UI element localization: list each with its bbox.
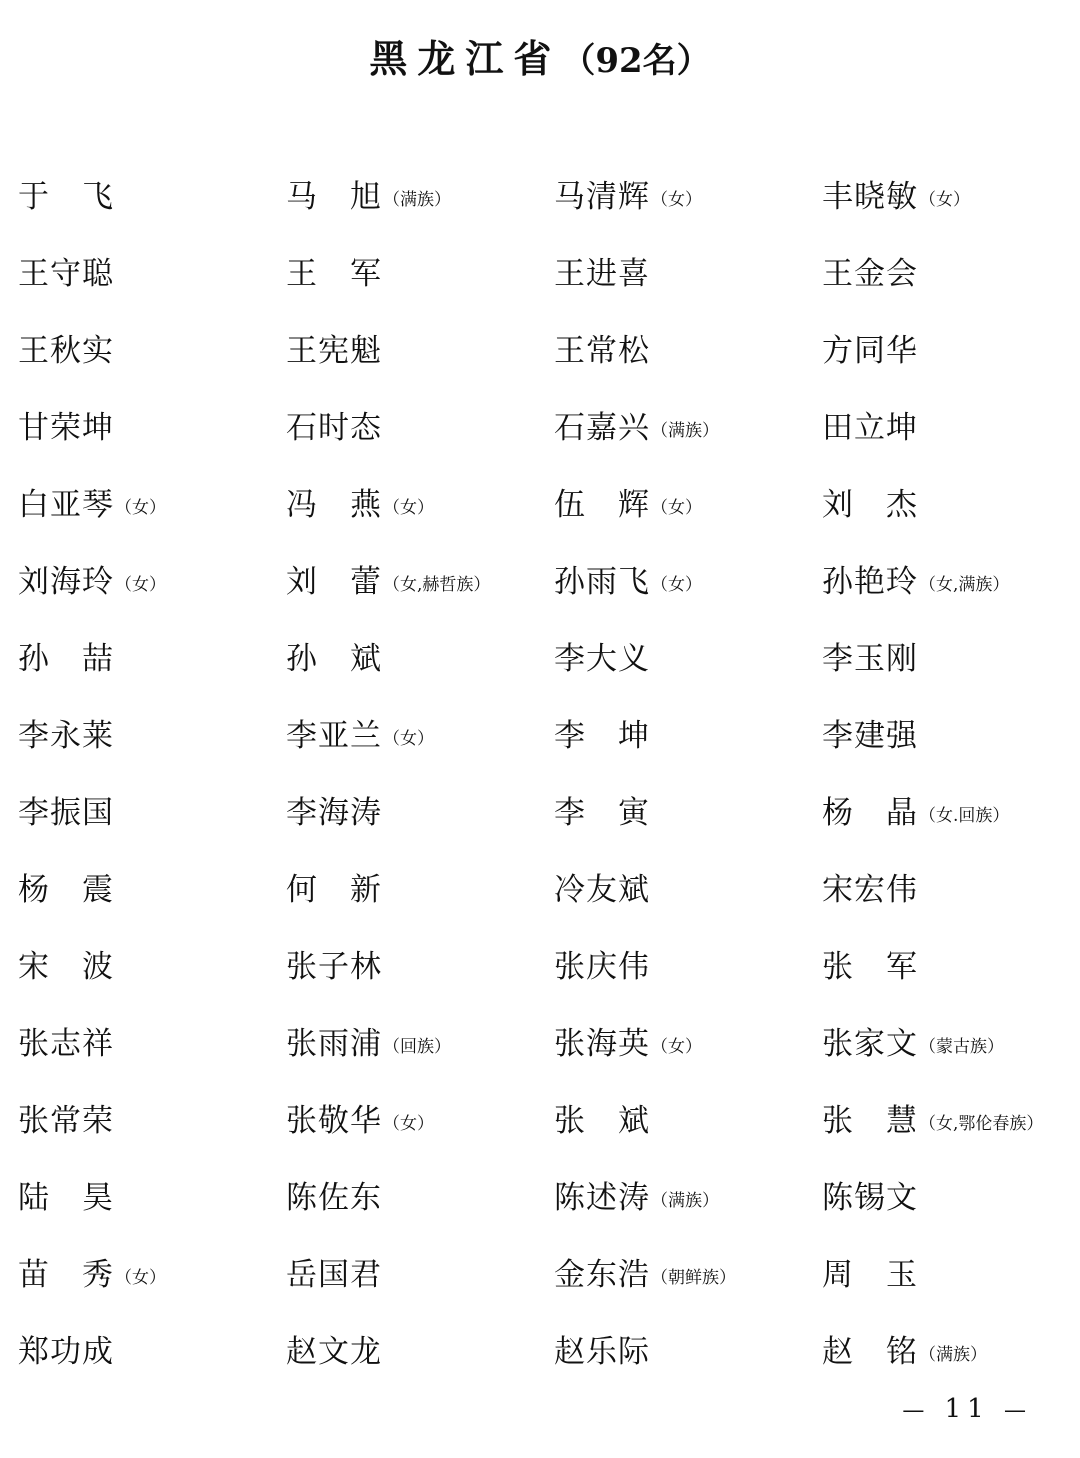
- delegate-name: 白亚琴: [18, 487, 114, 523]
- page-title-count: （92名）: [561, 41, 711, 81]
- name-cell: [544, 925, 812, 1002]
- delegate-name: 方同华: [822, 333, 918, 369]
- delegate-note: （女,赫哲族）: [383, 575, 491, 595]
- delegate-name: 王秋实: [18, 333, 114, 369]
- delegate-name: 田立坤: [822, 410, 918, 446]
- name-cell: [8, 386, 276, 463]
- name-cell: [544, 1079, 812, 1156]
- name-cell: [8, 771, 276, 848]
- name-cell: [8, 309, 276, 386]
- name-cell: [812, 771, 1080, 848]
- name-cell: [276, 848, 544, 925]
- page-footer: [902, 1394, 1032, 1424]
- delegate-name: 张庆伟: [554, 949, 650, 985]
- delegate-name: 李大义: [554, 641, 650, 677]
- delegate-note: （女）: [115, 1268, 166, 1288]
- name-cell: [544, 694, 812, 771]
- delegate-name: 李振国: [18, 795, 114, 831]
- delegate-note: （朝鲜族）: [651, 1268, 736, 1288]
- name-cell: [812, 1233, 1080, 1310]
- delegate-note: （女）: [651, 1037, 702, 1057]
- delegate-name: 张家文: [822, 1026, 918, 1062]
- delegate-note: （女）: [383, 729, 434, 749]
- name-cell: [8, 1002, 276, 1079]
- name-list-grid: [0, 155, 1080, 1387]
- delegate-note: （女）: [651, 190, 702, 210]
- name-cell: [276, 1002, 544, 1079]
- name-cell: [812, 463, 1080, 540]
- delegate-name: 孙雨飞: [554, 564, 650, 600]
- delegate-name: 杨 晶: [822, 795, 918, 831]
- delegate-name: 宋宏伟: [822, 872, 918, 908]
- delegate-name: 陆 昊: [18, 1180, 114, 1216]
- delegate-name: 杨 震: [18, 872, 114, 908]
- name-cell: [544, 1156, 812, 1233]
- delegate-name: 于 飞: [18, 179, 114, 215]
- delegate-name: 王进喜: [554, 256, 650, 292]
- name-cell: [812, 617, 1080, 694]
- delegate-name: 冯 燕: [286, 487, 382, 523]
- name-cell: [544, 155, 812, 232]
- name-cell: [8, 1233, 276, 1310]
- delegate-name: 刘 蕾: [286, 564, 382, 600]
- name-cell: [544, 848, 812, 925]
- name-cell: [276, 771, 544, 848]
- name-cell: [812, 309, 1080, 386]
- delegate-name: 苗 秀: [18, 1257, 114, 1293]
- delegate-note: （女）: [919, 190, 970, 210]
- name-cell: [544, 309, 812, 386]
- name-cell: [812, 848, 1080, 925]
- name-cell: [544, 1310, 812, 1387]
- name-cell: [276, 694, 544, 771]
- name-cell: [544, 232, 812, 309]
- name-cell: [812, 694, 1080, 771]
- delegate-note: （女）: [383, 498, 434, 518]
- delegate-name: 马 旭: [286, 179, 382, 215]
- name-cell: [544, 1233, 812, 1310]
- delegate-name: 石时态: [286, 410, 382, 446]
- delegate-name: 李海涛: [286, 795, 382, 831]
- delegate-name: 张 斌: [554, 1103, 650, 1139]
- name-cell: [276, 1079, 544, 1156]
- delegate-name: 郑功成: [18, 1334, 114, 1370]
- name-cell: [544, 540, 812, 617]
- delegate-name: 张 军: [822, 949, 918, 985]
- delegate-name: 王宪魁: [286, 333, 382, 369]
- page-title: [0, 0, 1080, 93]
- delegate-name: 王守聪: [18, 256, 114, 292]
- delegate-name: 金东浩: [554, 1257, 650, 1293]
- delegate-note: （满族）: [651, 421, 719, 441]
- delegate-name: 孙 喆: [18, 641, 114, 677]
- delegate-note: （女）: [115, 575, 166, 595]
- delegate-name: 王 军: [286, 256, 382, 292]
- name-cell: [544, 1002, 812, 1079]
- delegate-name: 张雨浦: [286, 1026, 382, 1062]
- name-cell: [812, 1079, 1080, 1156]
- name-cell: [544, 771, 812, 848]
- delegate-name: 李亚兰: [286, 718, 382, 754]
- delegate-note: （满族）: [651, 1191, 719, 1211]
- name-cell: [8, 617, 276, 694]
- delegate-name: 张海英: [554, 1026, 650, 1062]
- name-cell: [812, 232, 1080, 309]
- name-cell: [276, 1156, 544, 1233]
- delegate-name: 赵乐际: [554, 1334, 650, 1370]
- delegate-name: 张常荣: [18, 1103, 114, 1139]
- delegate-note: （女）: [115, 498, 166, 518]
- delegate-name: 李玉刚: [822, 641, 918, 677]
- name-cell: [8, 540, 276, 617]
- delegate-name: 赵 铭: [822, 1334, 918, 1370]
- name-cell: [8, 232, 276, 309]
- name-cell: [8, 925, 276, 1002]
- footer-page-number: 11: [944, 1394, 990, 1424]
- name-cell: [8, 694, 276, 771]
- delegate-name: 孙 斌: [286, 641, 382, 677]
- name-cell: [8, 1156, 276, 1233]
- name-cell: [812, 155, 1080, 232]
- page-title-province: 黑龙江省: [369, 36, 562, 81]
- delegate-name: 石嘉兴: [554, 410, 650, 446]
- name-cell: [812, 540, 1080, 617]
- delegate-note: （女）: [651, 575, 702, 595]
- footer-dash-left: —: [902, 1398, 931, 1423]
- delegate-name: 刘 杰: [822, 487, 918, 523]
- delegate-name: 丰晓敏: [822, 179, 918, 215]
- name-cell: [276, 617, 544, 694]
- delegate-note: （女）: [383, 1114, 434, 1134]
- delegate-name: 孙艳玲: [822, 564, 918, 600]
- delegate-name: 陈述涛: [554, 1180, 650, 1216]
- delegate-note: （女,满族）: [919, 575, 1010, 595]
- delegate-name: 岳国君: [286, 1257, 382, 1293]
- delegate-name: 李 寅: [554, 795, 650, 831]
- name-cell: [276, 386, 544, 463]
- name-cell: [544, 386, 812, 463]
- delegate-note: （女）: [651, 498, 702, 518]
- delegate-name: 甘荣坤: [18, 410, 114, 446]
- delegate-name: 张子林: [286, 949, 382, 985]
- delegate-name: 王金会: [822, 256, 918, 292]
- name-cell: [276, 1310, 544, 1387]
- delegate-name: 李永莱: [18, 718, 114, 754]
- delegate-name: 张志祥: [18, 1026, 114, 1062]
- delegate-name: 宋 波: [18, 949, 114, 985]
- delegate-name: 何 新: [286, 872, 382, 908]
- name-cell: [812, 1002, 1080, 1079]
- delegate-name: 陈锡文: [822, 1180, 918, 1216]
- name-cell: [8, 155, 276, 232]
- delegate-name: 周 玉: [822, 1257, 918, 1293]
- delegate-note: （满族）: [383, 190, 451, 210]
- name-cell: [8, 848, 276, 925]
- delegate-note: （满族）: [919, 1345, 987, 1365]
- delegate-note: （蒙古族）: [919, 1037, 1004, 1057]
- delegate-note: （女.回族）: [919, 806, 1010, 826]
- name-cell: [276, 925, 544, 1002]
- delegate-name: 赵文龙: [286, 1334, 382, 1370]
- name-cell: [812, 925, 1080, 1002]
- name-cell: [276, 155, 544, 232]
- delegate-name: 刘海玲: [18, 564, 114, 600]
- name-cell: [276, 309, 544, 386]
- name-cell: [8, 1079, 276, 1156]
- delegate-name: 张 慧: [822, 1103, 918, 1139]
- name-cell: [812, 1310, 1080, 1387]
- name-cell: [276, 232, 544, 309]
- delegate-name: 张敬华: [286, 1103, 382, 1139]
- name-cell: [8, 463, 276, 540]
- delegate-name: 冷友斌: [554, 872, 650, 908]
- delegate-name: 马清辉: [554, 179, 650, 215]
- delegate-note: （回族）: [383, 1037, 451, 1057]
- delegate-name: 李 坤: [554, 718, 650, 754]
- name-cell: [544, 617, 812, 694]
- name-cell: [276, 540, 544, 617]
- name-cell: [812, 1156, 1080, 1233]
- delegate-name: 王常松: [554, 333, 650, 369]
- name-cell: [8, 1310, 276, 1387]
- delegate-name: 陈佐东: [286, 1180, 382, 1216]
- name-cell: [276, 1233, 544, 1310]
- name-cell: [812, 386, 1080, 463]
- delegate-name: 伍 辉: [554, 487, 650, 523]
- delegate-note: （女,鄂伦春族）: [919, 1114, 1044, 1134]
- delegate-name: 李建强: [822, 718, 918, 754]
- name-cell: [544, 463, 812, 540]
- footer-dash-right: —: [1004, 1398, 1032, 1423]
- name-cell: [276, 463, 544, 540]
